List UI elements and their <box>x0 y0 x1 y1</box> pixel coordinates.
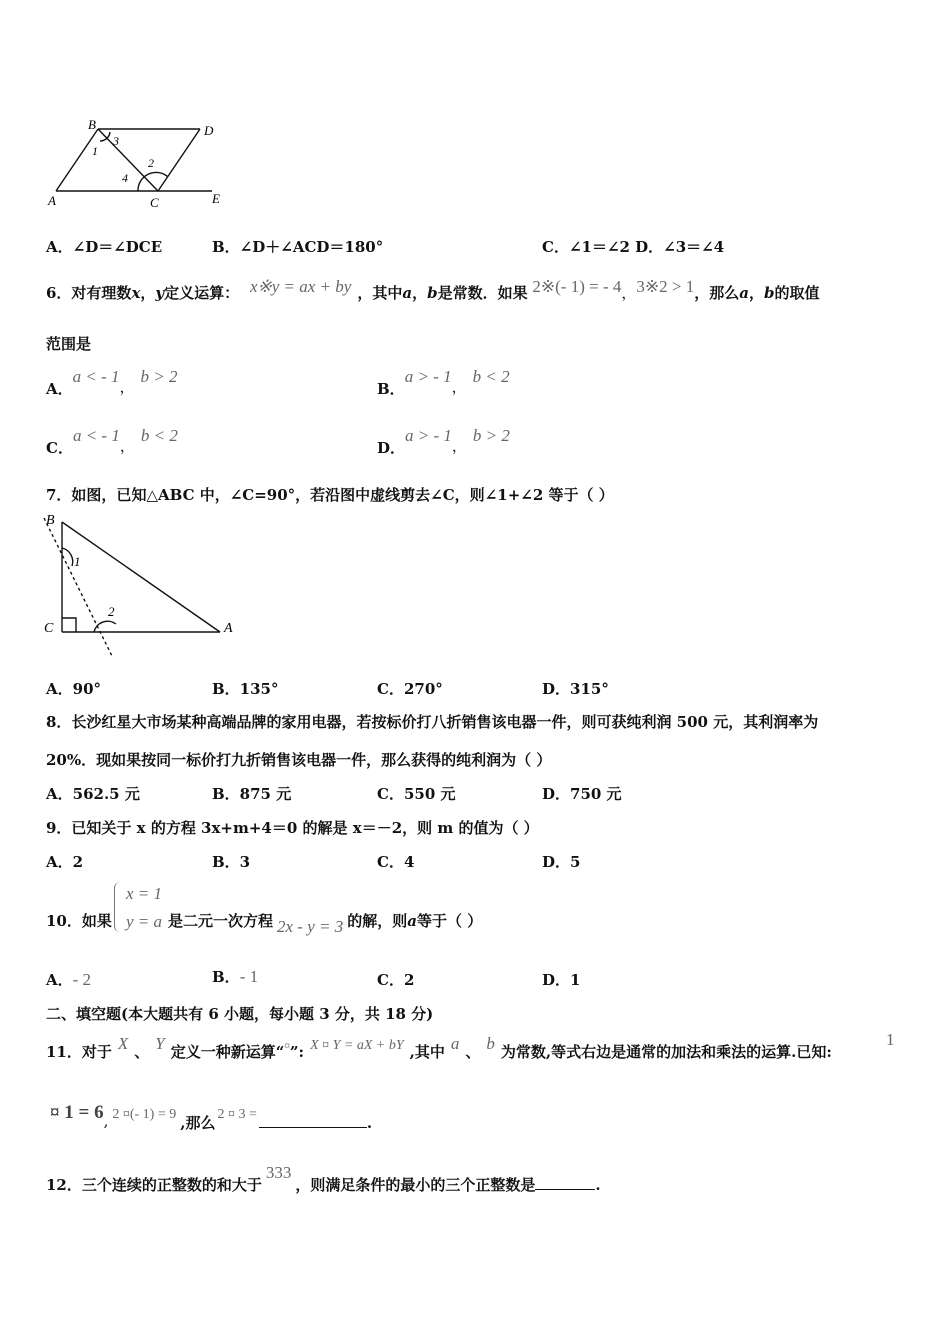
q9-stem: 9．已知关于 x 的方程 3x+m+4＝0 的解是 x＝－2，则 m 的值为（ ） <box>46 819 539 837</box>
q11-op: ¤ <box>284 1040 290 1052</box>
q6-y: y <box>155 284 165 302</box>
q7-stem: 7．如图，已知△ABC 中，∠C=90°，若沿图中虚线剪去∠C，则∠1+∠2 等于（ ） <box>46 486 614 504</box>
q11-line2 <box>50 1102 373 1132</box>
q7-option-b: B．135° <box>212 680 279 698</box>
q6-option-b-comma: ， <box>451 378 467 396</box>
q6-option-a-m2: b > 2 <box>140 367 178 386</box>
q11-stem <box>46 1034 832 1062</box>
q6-condition-1: 2※(‑ 1) = ‑ 4 <box>532 277 622 296</box>
q8-option-c: C．550 元 <box>377 785 456 803</box>
fig7-label-1: 1 <box>74 554 81 569</box>
q6-option-c-m1: a < ‑ 1 <box>72 426 120 445</box>
q6-option-a-label: A． <box>46 380 73 398</box>
fig5-label-e: E <box>212 191 220 206</box>
q10-eq1: x = 1 <box>126 884 163 903</box>
fig5-label-1: 1 <box>92 144 98 158</box>
q5-option-cd: C．∠1＝∠2 D．∠3＝∠4 <box>542 238 725 256</box>
q7-option-d: D．315° <box>542 680 609 698</box>
q6-definition: x※y = ax + by <box>249 277 352 296</box>
q10-option-a <box>46 969 91 990</box>
q5-option-a: A．∠D＝∠DCE <box>46 238 163 256</box>
q6-option-b-m1: a > ‑ 1 <box>404 367 452 386</box>
q11-one: 1 <box>886 1030 895 1049</box>
triangle-figure <box>40 508 240 660</box>
q6-option-d-label: D． <box>377 439 406 457</box>
q11-y: Y <box>155 1034 165 1053</box>
q11-eq2: 2 ¤(‑ 1) = 9 <box>112 1107 177 1122</box>
q5-option-b: B．∠D＋∠ACD＝180° <box>212 238 384 256</box>
q10-prefix: 10．如果 <box>46 912 112 930</box>
q6-option-a-m1: a < ‑ 1 <box>72 367 120 386</box>
q11-eq1: ¤ 1 = 6 <box>50 1102 104 1123</box>
q8-option-d: D．750 元 <box>542 785 622 803</box>
q10-option-b <box>212 966 258 987</box>
fig7-label-c: C <box>44 621 54 636</box>
q12-prefix: 12．三个连续的正整数的和大于 <box>46 1176 262 1194</box>
q7-option-c: C．270° <box>377 680 443 698</box>
q10-eq2: y = a <box>126 912 163 931</box>
q8-option-a: A．562.5 元 <box>46 785 140 803</box>
q6-option-d-comma: ， <box>451 437 467 455</box>
q6-stem <box>46 277 820 303</box>
q6-option-c <box>46 425 178 457</box>
q11-text3: ,其中 <box>409 1043 445 1061</box>
q11-b: b <box>486 1034 495 1053</box>
q6-option-c-m2: b < 2 <box>140 426 178 445</box>
q11-line2-text: ,那么 <box>180 1114 216 1132</box>
q6-x: x <box>131 284 141 302</box>
q6-option-c-label: C． <box>46 439 73 457</box>
q6-line2: 范围是 <box>46 335 92 353</box>
fig5-label-a: A <box>48 193 56 208</box>
q6-option-d-m2: b > 2 <box>472 426 510 445</box>
q10-option-b-label: B． <box>212 968 240 986</box>
q6-option-d <box>377 425 510 457</box>
q6-b: b <box>427 284 438 302</box>
q6-text3: 是常数．如果 <box>437 284 528 302</box>
q10-option-a-label: A． <box>46 971 73 989</box>
fig5-label-c: C <box>150 195 159 210</box>
q12-answer-blank[interactable] <box>535 1189 595 1190</box>
q10-mid: 是二元一次方程 <box>168 912 274 930</box>
q11-text4: 为常数,等式右边是通常的加法和乘法的运算.已知: <box>500 1043 832 1061</box>
q11-sep: 、 <box>134 1043 150 1061</box>
q10-a: a <box>407 912 417 930</box>
q10-option-d: D．1 <box>542 971 581 989</box>
q10-suffix1: 的解，则 <box>347 912 408 930</box>
q6-option-b-m2: b < 2 <box>472 367 510 386</box>
q7-option-a: A．90° <box>46 680 102 698</box>
parallelogram-figure <box>40 115 240 215</box>
q11-line2-comma: , <box>103 1112 109 1130</box>
q6-option-a <box>46 366 178 398</box>
q9-option-d: D．5 <box>542 853 581 871</box>
fig7-label-2: 2 <box>108 604 115 619</box>
q11-text1: 定义一种新运算“ <box>170 1043 285 1061</box>
q11-answer-blank[interactable] <box>259 1127 367 1128</box>
q9-option-a: A．2 <box>46 853 84 871</box>
q10-suffix2: 等于（ ） <box>417 912 483 930</box>
q11-definition: X ¤ Y = aX + bY <box>310 1038 404 1053</box>
q6-prefix: 6．对有理数 <box>46 284 132 302</box>
q6-sep1: ， <box>140 284 156 302</box>
q6-text2: ，其中 <box>357 284 403 302</box>
q11-a: a <box>450 1034 460 1053</box>
q8-line1: 8．长沙红星大市场某种高端品牌的家用电器，若按标价打八折销售该电器一件，则可获纯利润 500 元，其利润率为 <box>46 713 819 731</box>
q12-number: 333 <box>265 1163 292 1182</box>
q11-end: . <box>366 1114 373 1132</box>
q6-option-d-m1: a > ‑ 1 <box>405 426 452 445</box>
q10-stem <box>168 910 483 936</box>
fig7-label-b: B <box>46 513 55 528</box>
fig5-label-3: 3 <box>113 134 119 148</box>
q6-option-c-comma: ， <box>119 437 135 455</box>
q11-eq3: 2 ¤ 3 = <box>217 1107 257 1122</box>
q6-text5: 的取值 <box>774 284 820 302</box>
q8-option-b: B．875 元 <box>212 785 292 803</box>
q9-option-c: C．4 <box>377 853 415 871</box>
fig5-label-4: 4 <box>122 171 128 185</box>
q10-system-brace <box>114 882 123 932</box>
q10-option-c: C．2 <box>377 971 415 989</box>
q12-stem <box>46 1163 601 1195</box>
q6-a: a <box>402 284 413 302</box>
section-2-heading: 二、填空题(本大题共有 6 小题，每小题 3 分，共 18 分) <box>46 1005 434 1023</box>
fig5-label-d: D <box>204 123 214 138</box>
q11-sep2: 、 <box>465 1043 481 1061</box>
q10-option-b-value: ‑ 1 <box>239 967 259 986</box>
fig7-label-a: A <box>224 621 233 636</box>
fig5-label-b: B <box>88 117 96 132</box>
q6-b2: b <box>763 284 775 302</box>
fig5-label-2: 2 <box>148 156 154 170</box>
q11-prefix: 11．对于 <box>46 1043 112 1061</box>
q6-option-b-label: B． <box>377 380 405 398</box>
q6-option-b <box>377 366 510 398</box>
q6-text4: ，那么 <box>694 284 740 302</box>
q6-comma: ， <box>621 284 637 302</box>
q10-option-a-value: ‑ 2 <box>72 970 92 989</box>
q9-option-b: B．3 <box>212 853 251 871</box>
q12-suffix: ，则满足条件的最小的三个正整数是 <box>295 1176 536 1194</box>
q6-sep3: ， <box>748 284 764 302</box>
q6-sep2: ， <box>412 284 428 302</box>
q8-line2: 20%．现如果按同一标价打九折销售该电器一件，那么获得的纯利润为（ ） <box>46 751 552 769</box>
q6-condition-2: 3※2 > 1 <box>636 277 695 296</box>
q11-x: X <box>117 1034 129 1053</box>
q11-text2: ”: <box>289 1043 305 1061</box>
q6-text1: 定义运算： <box>164 284 240 302</box>
q10-equation: 2x ‑ y = 3 <box>277 917 344 936</box>
q6-a2: a <box>739 284 749 302</box>
q6-option-a-comma: ， <box>119 378 135 396</box>
q12-end: . <box>595 1176 601 1194</box>
